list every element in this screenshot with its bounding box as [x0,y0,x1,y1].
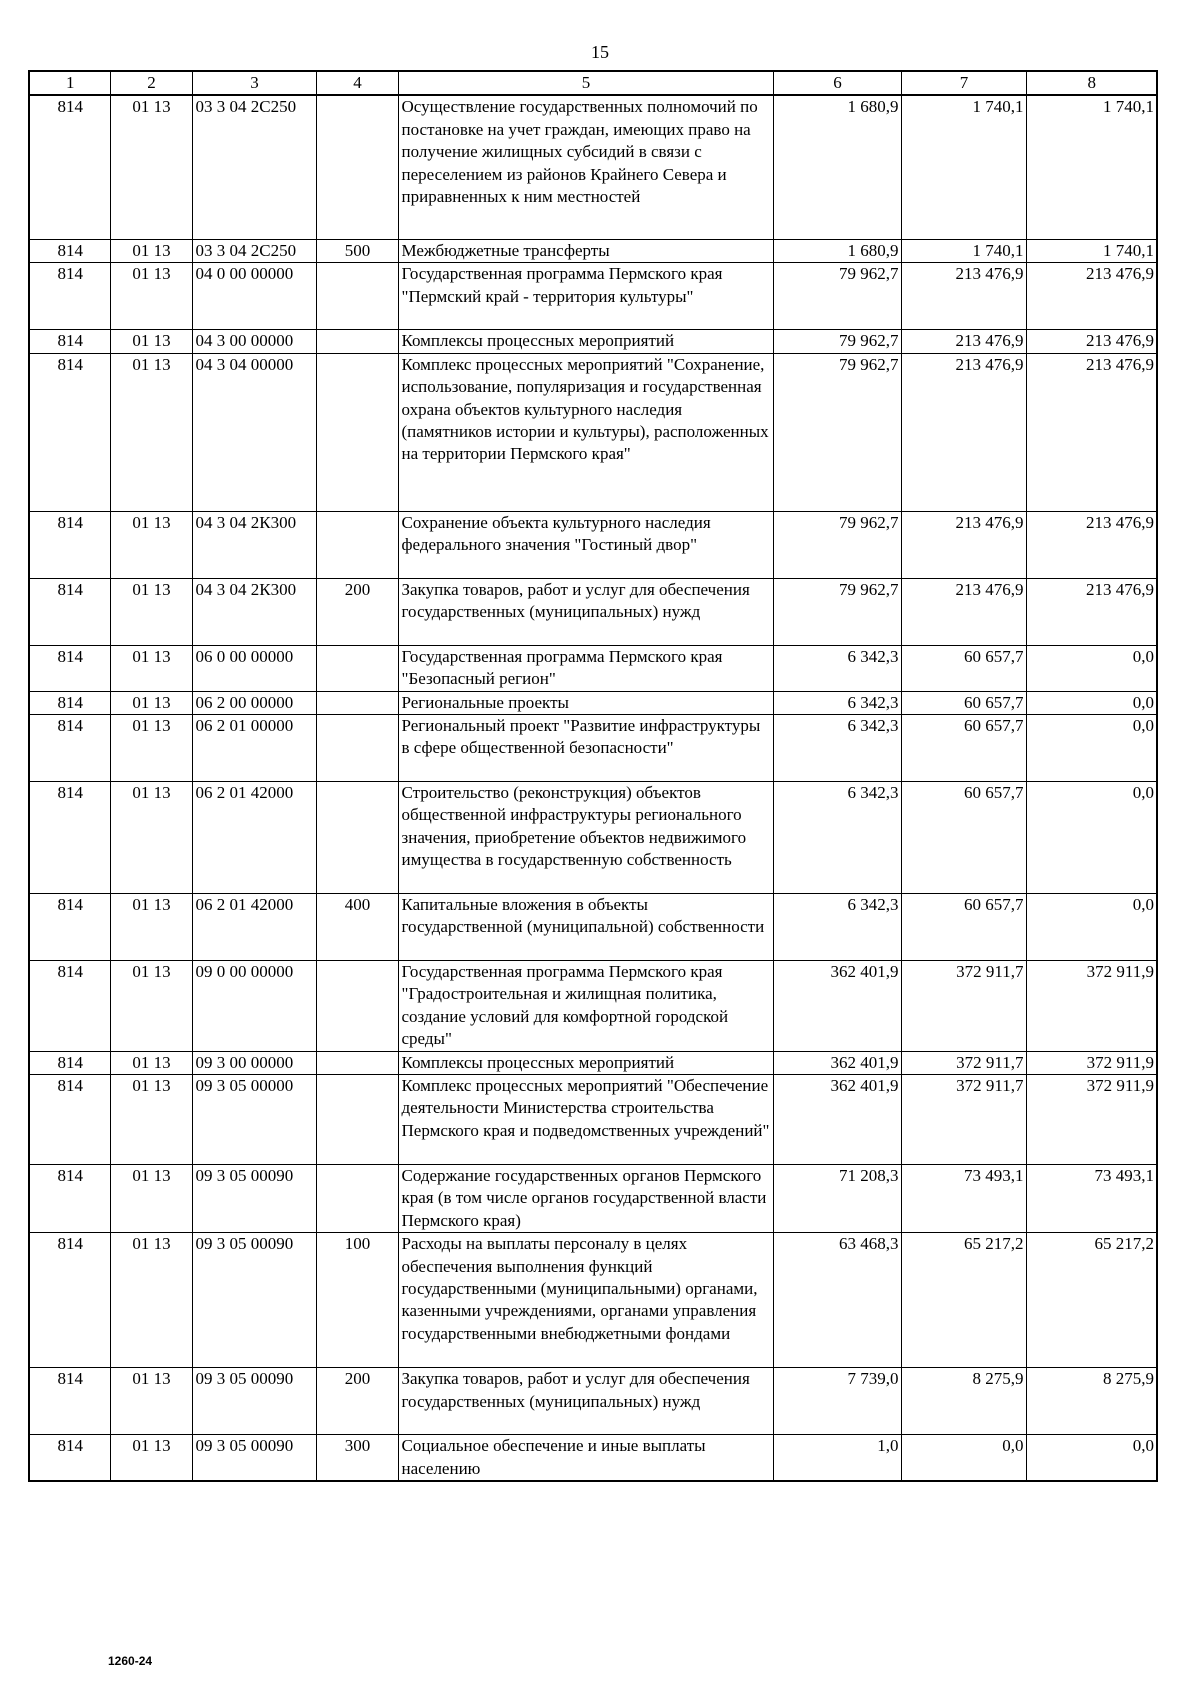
cell-amount-year-1: 79 962,7 [773,353,901,511]
cell-expense-type [316,781,398,893]
cell-description: Капитальные вложения в объекты государственной (муниципальной) собственности [398,893,773,960]
cell-admin-code: 814 [29,645,110,691]
cell-amount-year-2: 1 740,1 [901,95,1026,239]
table-row [29,893,1157,960]
cell-amount-year-1: 79 962,7 [773,330,901,353]
table-row [29,1435,1157,1481]
cell-amount-year-2: 65 217,2 [901,1233,1026,1368]
cell-amount-year-1: 71 208,3 [773,1164,901,1232]
document-code: 1260-24 [108,1654,153,1668]
cell-admin-code: 814 [29,1368,110,1435]
cell-description: Комплексы процессных мероприятий [398,330,773,353]
table-row [29,645,1157,691]
header-row [29,71,1157,95]
budget-table [28,70,1158,1482]
column-header-3: 3 [192,71,316,95]
column-header-5: 5 [398,71,773,95]
cell-target-article: 04 0 00 00000 [192,263,316,330]
cell-section: 01 13 [110,239,192,262]
cell-section: 01 13 [110,95,192,239]
cell-admin-code: 814 [29,691,110,714]
column-header-8: 8 [1026,71,1157,95]
cell-amount-year-1: 7 739,0 [773,1368,901,1435]
cell-amount-year-1: 6 342,3 [773,691,901,714]
cell-description: Закупка товаров, работ и услуг для обеспечения государственных (муниципальных) нужд [398,578,773,645]
cell-amount-year-1: 362 401,9 [773,960,901,1051]
cell-amount-year-1: 6 342,3 [773,714,901,781]
cell-amount-year-3: 1 740,1 [1026,239,1157,262]
cell-expense-type [316,1074,398,1164]
cell-section: 01 13 [110,1074,192,1164]
cell-amount-year-3: 0,0 [1026,781,1157,893]
cell-target-article: 06 2 01 42000 [192,893,316,960]
cell-description: Государственная программа Пермского края "Пермский край - территория культуры" [398,263,773,330]
table-row [29,1368,1157,1435]
cell-amount-year-1: 1,0 [773,1435,901,1481]
cell-section: 01 13 [110,353,192,511]
cell-section: 01 13 [110,263,192,330]
cell-amount-year-1: 362 401,9 [773,1051,901,1074]
cell-expense-type: 400 [316,893,398,960]
cell-amount-year-1: 6 342,3 [773,645,901,691]
cell-expense-type [316,95,398,239]
table-row [29,691,1157,714]
table-row [29,239,1157,262]
cell-target-article: 06 2 00 00000 [192,691,316,714]
cell-expense-type [316,511,398,578]
cell-target-article: 09 3 05 00090 [192,1233,316,1368]
cell-section: 01 13 [110,1233,192,1368]
cell-description: Комплекс процессных мероприятий "Обеспечение деятельности Министерства строительства Пермского края и подведомственных учреждений" [398,1074,773,1164]
cell-amount-year-3: 0,0 [1026,893,1157,960]
cell-admin-code: 814 [29,893,110,960]
cell-amount-year-3: 213 476,9 [1026,263,1157,330]
cell-target-article: 06 2 01 00000 [192,714,316,781]
cell-amount-year-2: 60 657,7 [901,893,1026,960]
cell-expense-type [316,330,398,353]
table-row [29,578,1157,645]
cell-expense-type [316,1164,398,1232]
cell-amount-year-2: 60 657,7 [901,691,1026,714]
cell-amount-year-2: 60 657,7 [901,781,1026,893]
cell-admin-code: 814 [29,263,110,330]
cell-amount-year-2: 0,0 [901,1435,1026,1481]
cell-section: 01 13 [110,960,192,1051]
cell-target-article: 04 3 04 2К300 [192,578,316,645]
cell-amount-year-1: 1 680,9 [773,95,901,239]
cell-amount-year-2: 8 275,9 [901,1368,1026,1435]
cell-description: Расходы на выплаты персоналу в целях обеспечения выполнения функций государственными (муниципальными) органами, казенными учреждениями, органами управления государственными внебюджетными фондами [398,1233,773,1368]
table-row [29,960,1157,1051]
cell-description: Государственная программа Пермского края "Безопасный регион" [398,645,773,691]
cell-amount-year-3: 0,0 [1026,714,1157,781]
cell-description: Региональные проекты [398,691,773,714]
cell-amount-year-2: 213 476,9 [901,578,1026,645]
cell-target-article: 06 0 00 00000 [192,645,316,691]
cell-description: Комплекс процессных мероприятий "Сохранение, использование, популяризация и государственная охрана объектов культурного наследия (памятников истории и культуры), расположенных на территории Пермского края" [398,353,773,511]
cell-amount-year-2: 60 657,7 [901,645,1026,691]
cell-admin-code: 814 [29,1164,110,1232]
cell-target-article: 09 0 00 00000 [192,960,316,1051]
cell-expense-type [316,645,398,691]
table-row [29,1233,1157,1368]
cell-target-article: 09 3 05 00090 [192,1164,316,1232]
cell-amount-year-3: 1 740,1 [1026,95,1157,239]
cell-section: 01 13 [110,714,192,781]
cell-amount-year-2: 372 911,7 [901,1051,1026,1074]
cell-expense-type [316,714,398,781]
cell-amount-year-1: 63 468,3 [773,1233,901,1368]
cell-amount-year-3: 372 911,9 [1026,960,1157,1051]
cell-amount-year-2: 372 911,7 [901,1074,1026,1164]
cell-description: Региональный проект "Развитие инфраструктуры в сфере общественной безопасности" [398,714,773,781]
cell-section: 01 13 [110,1368,192,1435]
cell-amount-year-1: 79 962,7 [773,511,901,578]
cell-amount-year-3: 65 217,2 [1026,1233,1157,1368]
column-header-6: 6 [773,71,901,95]
cell-admin-code: 814 [29,781,110,893]
cell-amount-year-3: 0,0 [1026,691,1157,714]
cell-target-article: 04 3 00 00000 [192,330,316,353]
cell-expense-type: 200 [316,578,398,645]
table-row [29,511,1157,578]
cell-amount-year-3: 8 275,9 [1026,1368,1157,1435]
cell-target-article: 03 3 04 2С250 [192,239,316,262]
cell-description: Сохранение объекта культурного наследия федерального значения "Гостиный двор" [398,511,773,578]
column-header-1: 1 [29,71,110,95]
cell-admin-code: 814 [29,578,110,645]
cell-amount-year-3: 0,0 [1026,1435,1157,1481]
cell-admin-code: 814 [29,1233,110,1368]
cell-section: 01 13 [110,1164,192,1232]
cell-expense-type [316,691,398,714]
cell-amount-year-2: 213 476,9 [901,353,1026,511]
column-header-7: 7 [901,71,1026,95]
cell-amount-year-3: 213 476,9 [1026,330,1157,353]
table-row [29,263,1157,330]
cell-section: 01 13 [110,511,192,578]
cell-amount-year-2: 213 476,9 [901,263,1026,330]
cell-target-article: 09 3 05 00090 [192,1435,316,1481]
cell-description: Осуществление государственных полномочий по постановке на учет граждан, имеющих право на получение жилищных субсидий в связи с переселением из районов Крайнего Севера и приравненных к ним местностей [398,95,773,239]
cell-amount-year-1: 6 342,3 [773,781,901,893]
cell-description: Социальное обеспечение и иные выплаты населению [398,1435,773,1481]
cell-target-article: 04 3 04 2К300 [192,511,316,578]
cell-amount-year-1: 1 680,9 [773,239,901,262]
cell-admin-code: 814 [29,330,110,353]
cell-amount-year-1: 79 962,7 [773,578,901,645]
cell-admin-code: 814 [29,353,110,511]
cell-description: Содержание государственных органов Пермского края (в том числе органов государственной власти Пермского края) [398,1164,773,1232]
table-row [29,330,1157,353]
cell-expense-type [316,263,398,330]
table-body [29,95,1157,1481]
column-header-2: 2 [110,71,192,95]
cell-amount-year-3: 213 476,9 [1026,511,1157,578]
cell-expense-type: 100 [316,1233,398,1368]
cell-expense-type [316,1051,398,1074]
cell-target-article: 06 2 01 42000 [192,781,316,893]
cell-expense-type: 300 [316,1435,398,1481]
cell-amount-year-2: 372 911,7 [901,960,1026,1051]
cell-section: 01 13 [110,645,192,691]
page-number: 15 [591,42,609,62]
cell-target-article: 09 3 05 00090 [192,1368,316,1435]
cell-amount-year-2: 60 657,7 [901,714,1026,781]
cell-expense-type: 200 [316,1368,398,1435]
cell-description: Государственная программа Пермского края "Градостроительная и жилищная политика, создание условий для комфортной городской среды" [398,960,773,1051]
cell-admin-code: 814 [29,95,110,239]
table-row [29,1074,1157,1164]
cell-section: 01 13 [110,691,192,714]
cell-description: Строительство (реконструкция) объектов общественной инфраструктуры регионального значения, приобретение объектов недвижимого имущества в государственную собственность [398,781,773,893]
cell-section: 01 13 [110,330,192,353]
cell-expense-type: 500 [316,239,398,262]
cell-section: 01 13 [110,1051,192,1074]
cell-admin-code: 814 [29,511,110,578]
cell-amount-year-3: 0,0 [1026,645,1157,691]
table-row [29,714,1157,781]
cell-target-article: 03 3 04 2С250 [192,95,316,239]
cell-target-article: 09 3 00 00000 [192,1051,316,1074]
cell-amount-year-3: 73 493,1 [1026,1164,1157,1232]
cell-admin-code: 814 [29,714,110,781]
cell-admin-code: 814 [29,239,110,262]
cell-target-article: 09 3 05 00000 [192,1074,316,1164]
cell-amount-year-3: 213 476,9 [1026,578,1157,645]
cell-description: Закупка товаров, работ и услуг для обеспечения государственных (муниципальных) нужд [398,1368,773,1435]
cell-admin-code: 814 [29,1435,110,1481]
cell-section: 01 13 [110,781,192,893]
cell-amount-year-2: 1 740,1 [901,239,1026,262]
table-row [29,1164,1157,1232]
cell-section: 01 13 [110,1435,192,1481]
cell-description: Комплексы процессных мероприятий [398,1051,773,1074]
cell-admin-code: 814 [29,1074,110,1164]
table-row [29,1051,1157,1074]
cell-amount-year-2: 213 476,9 [901,330,1026,353]
cell-amount-year-3: 372 911,9 [1026,1074,1157,1164]
cell-section: 01 13 [110,578,192,645]
cell-amount-year-2: 73 493,1 [901,1164,1026,1232]
cell-amount-year-1: 6 342,3 [773,893,901,960]
cell-admin-code: 814 [29,1051,110,1074]
cell-amount-year-3: 213 476,9 [1026,353,1157,511]
cell-expense-type [316,960,398,1051]
cell-amount-year-1: 79 962,7 [773,263,901,330]
cell-amount-year-1: 362 401,9 [773,1074,901,1164]
cell-description: Межбюджетные трансферты [398,239,773,262]
cell-amount-year-3: 372 911,9 [1026,1051,1157,1074]
cell-amount-year-2: 213 476,9 [901,511,1026,578]
table-row [29,95,1157,239]
column-header-4: 4 [316,71,398,95]
cell-section: 01 13 [110,893,192,960]
table-row [29,781,1157,893]
table-row [29,353,1157,511]
cell-expense-type [316,353,398,511]
cell-target-article: 04 3 04 00000 [192,353,316,511]
cell-admin-code: 814 [29,960,110,1051]
